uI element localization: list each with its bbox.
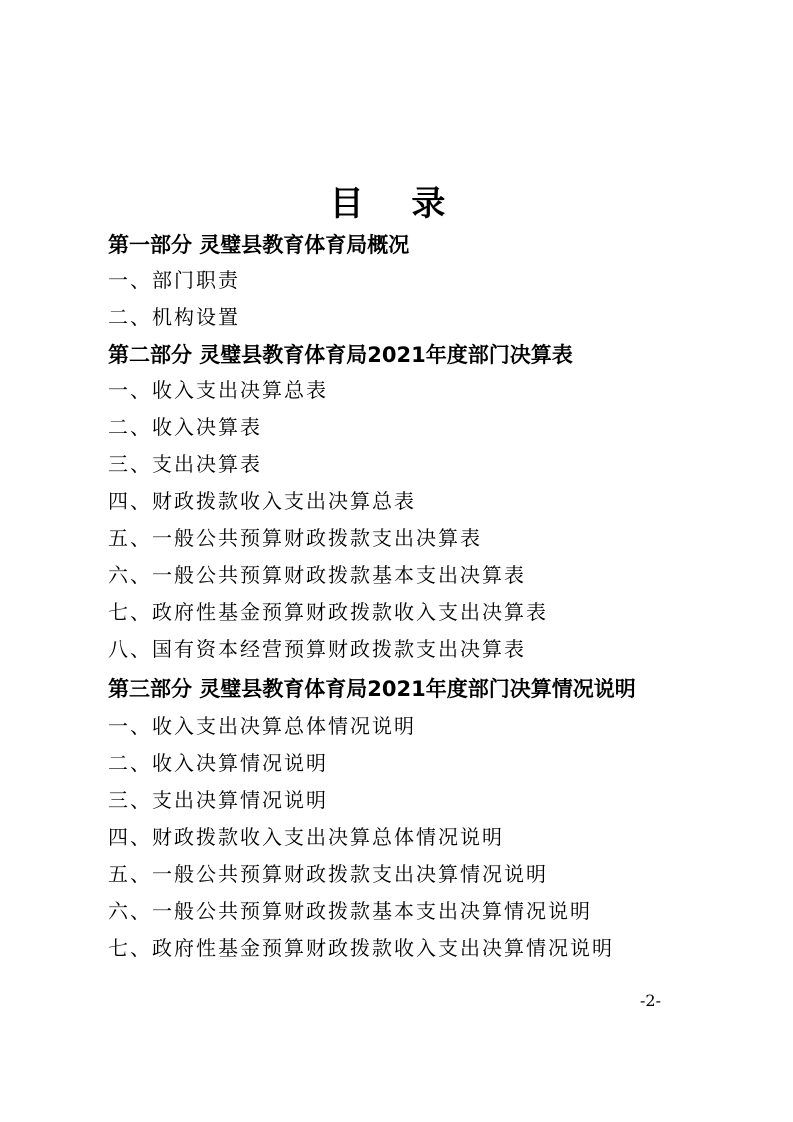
toc-item: 六、一般公共预算财政拨款基本支出决算情况说明 (108, 899, 592, 923)
page-number: -2- (640, 991, 661, 1010)
toc-item: 四、财政拨款收入支出决算总表 (108, 489, 416, 513)
toc-item: 三、支出决算情况说明 (108, 788, 328, 812)
toc-item: 一、收入支出决算总体情况说明 (108, 714, 416, 738)
toc-item: 五、一般公共预算财政拨款支出决算情况说明 (108, 862, 548, 886)
toc-item: 二、收入决算情况说明 (108, 751, 328, 775)
toc-item: 三、支出决算表 (108, 452, 262, 476)
toc-item: 八、国有资本经营预算财政拨款支出决算表 (108, 637, 526, 661)
toc-part-heading: 第一部分 灵璧县教育体育局概况 (108, 233, 410, 257)
toc-item: 七、政府性基金预算财政拨款收入支出决算表 (108, 600, 548, 624)
toc-item: 二、机构设置 (108, 305, 240, 329)
toc-item: 七、政府性基金预算财政拨款收入支出决算情况说明 (108, 936, 614, 960)
toc-item: 一、部门职责 (108, 268, 240, 292)
toc-item: 一、收入支出决算总表 (108, 378, 328, 402)
toc-item: 五、一般公共预算财政拨款支出决算表 (108, 526, 482, 550)
toc-item: 六、一般公共预算财政拨款基本支出决算表 (108, 563, 526, 587)
toc-part-heading: 第二部分 灵璧县教育体育局2021年度部门决算表 (108, 343, 573, 367)
toc-item: 四、财政拨款收入支出决算总体情况说明 (108, 825, 504, 849)
page-title: 目 录 (329, 184, 464, 224)
toc-item: 二、收入决算表 (108, 415, 262, 439)
toc-part-heading: 第三部分 灵璧县教育体育局2021年度部门决算情况说明 (108, 677, 636, 701)
table-of-contents (108, 226, 698, 967)
